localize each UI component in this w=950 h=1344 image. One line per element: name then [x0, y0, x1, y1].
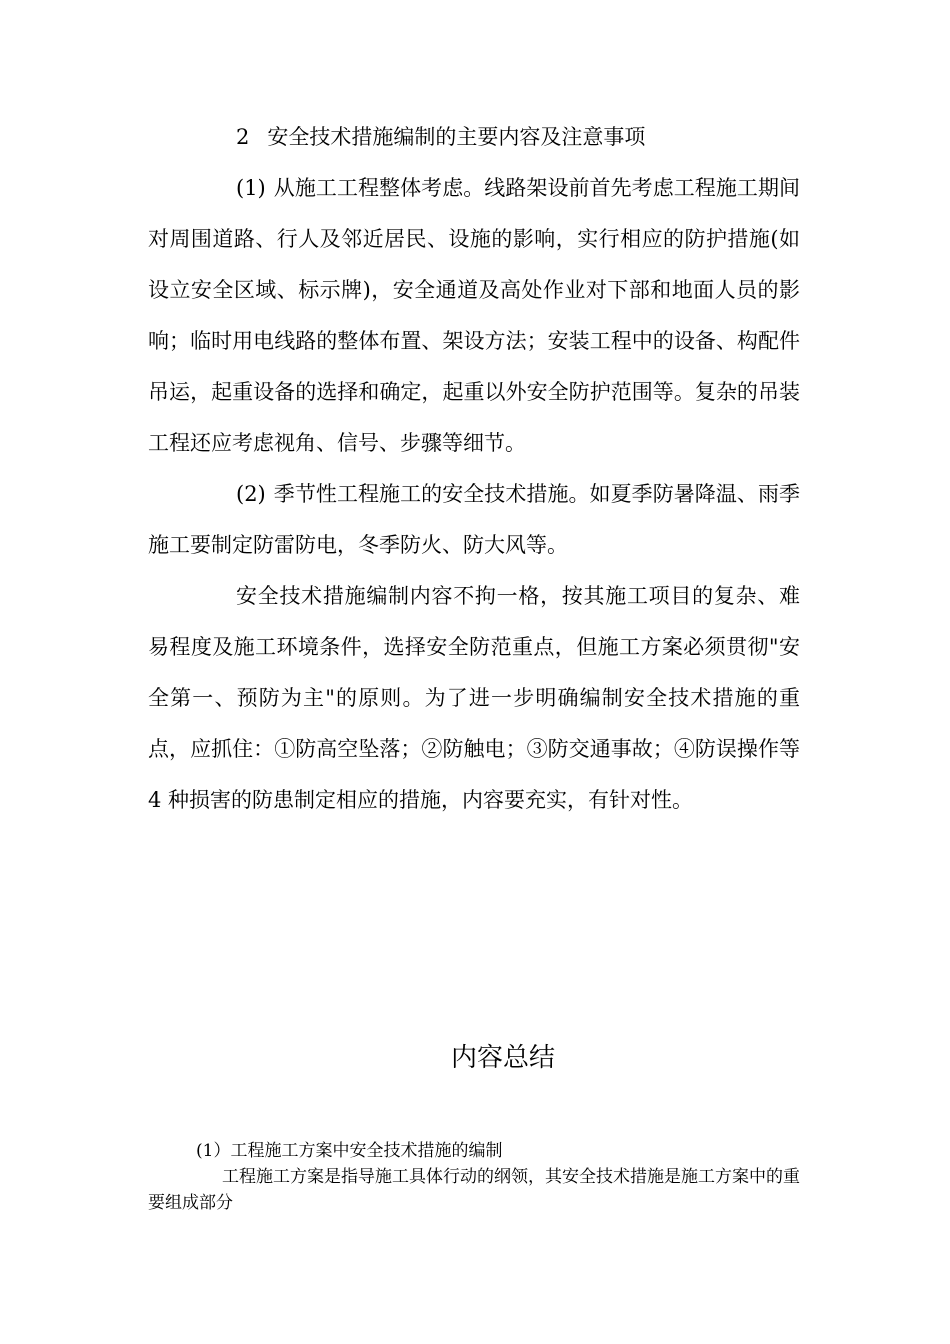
paragraph-1-label: (1)	[236, 176, 266, 200]
paragraph-1-text: 从施工工程整体考虑。线路架设前首先考虑工程施工期间对周围道路、行人及邻近居民、设施的影响，实行相应的防护措施(如设立安全区域、标示牌)，安全通道及高处作业对下部和地面人员的影响；临时用电线路的整体布置、架设方法；安装工程中的设备、构配件吊运，起重设备的选择和确定，起重以外安全防护范围等。复杂的吊装工程还应考虑视角、信号、步骤等细节。	[148, 176, 800, 455]
paragraph-3-text: 安全技术措施编制内容不拘一格，按其施工项目的复杂、难易程度及施工环境条件，选择安全防范重点，但施工方案必须贯彻"安全第一、预防为主"的原则。为了进一步明确编制安全技术措施的重点，应抓住：①防高空坠落；②防触电；③防交通事故；④防误操作等 4 种损害的防患制定相应的措施，内容要充实，有针对性。	[148, 584, 800, 812]
paragraph-2	[148, 469, 800, 571]
summary-text: 工程施工方案是指导施工具体行动的纲领，其安全技术措施是施工方案中的重要组成部分	[148, 1167, 800, 1213]
paragraph-3	[148, 571, 800, 826]
summary-subheading: (1）工程施工方案中安全技术措施的编制	[196, 1141, 503, 1161]
paragraph-2-label: (2)	[236, 482, 266, 506]
section-number: 2	[236, 125, 250, 149]
summary-title: 内容总结	[450, 1043, 555, 1073]
summary-block	[148, 1138, 800, 1216]
section-title: 安全技术措施编制的主要内容及注意事项	[267, 125, 646, 149]
paragraph-1	[148, 163, 800, 469]
section-heading	[236, 112, 645, 163]
paragraph-2-text: 季节性工程施工的安全技术措施。如夏季防暑降温、雨季施工要制定防雷防电，冬季防火、防大风等。	[148, 482, 800, 557]
